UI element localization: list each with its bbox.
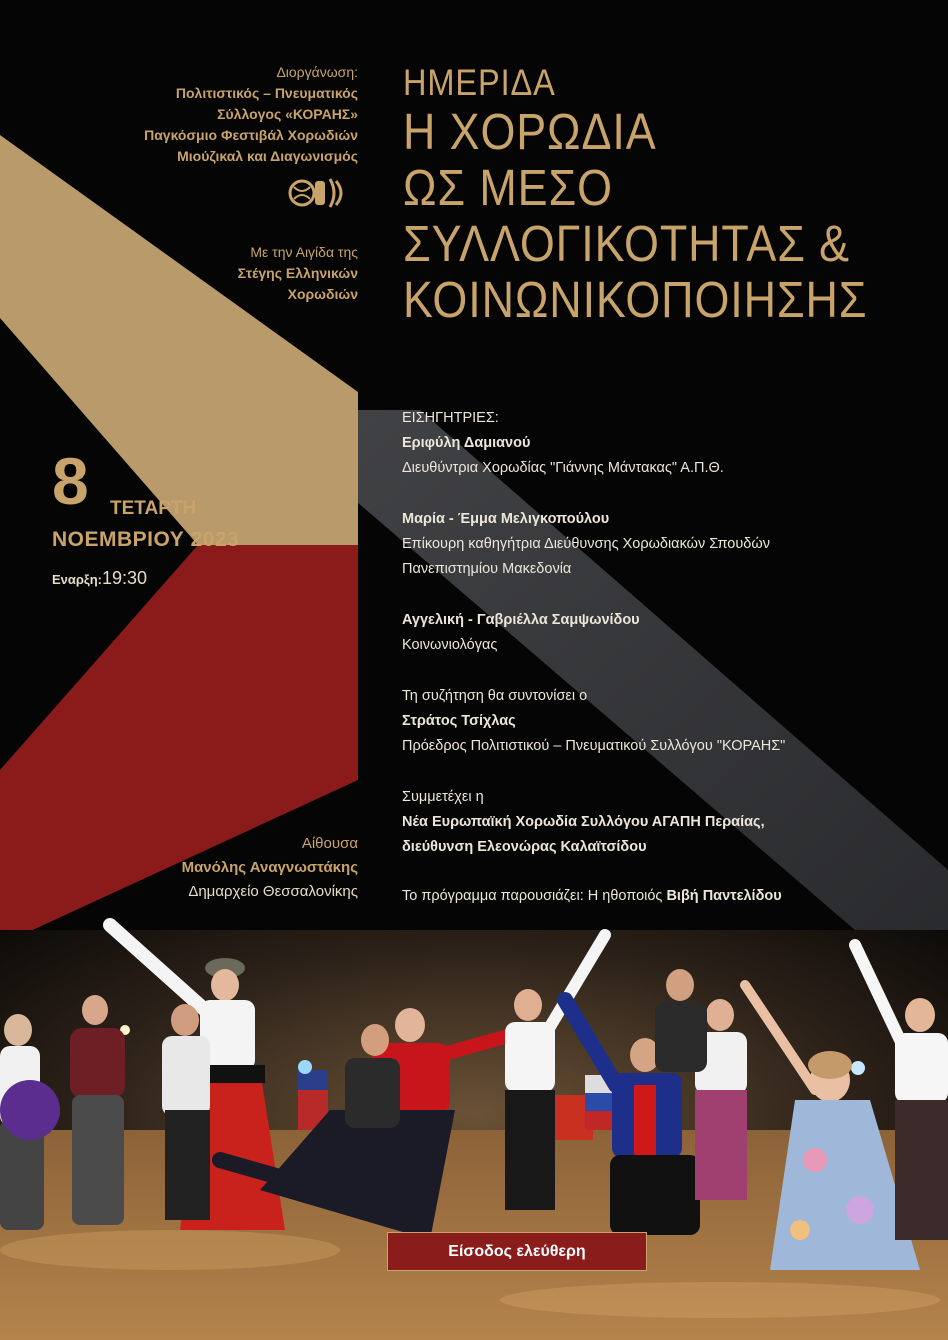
- speaker-role: Διευθύντρια Χορωδίας "Γιάννης Μάντακας" Α.Π.Θ.: [402, 460, 724, 476]
- event-day: 8: [52, 444, 89, 518]
- speaker-name: Μαρία - Έμμα Μελιγκοπούλου: [402, 511, 610, 527]
- venue-block: [38, 832, 358, 904]
- start-time: 19:30: [102, 568, 148, 588]
- participant-choir: Νέα Ευρωπαϊκή Χορωδία Συλλόγου ΑΓΑΠΗ Περαίας,: [402, 814, 765, 830]
- presenter-name: Βιβή Παντελίδου: [666, 888, 782, 904]
- free-entry-badge: Είσοδος ελεύθερη: [387, 1232, 647, 1271]
- aegis-line: Με την Αιγίδα της: [250, 244, 358, 260]
- speaker-role: Κοινωνιολόγας: [402, 637, 498, 653]
- aegis-line: Χορωδιών: [287, 286, 358, 302]
- presenter-line: [402, 884, 922, 909]
- title-line: ΣΥΛΛΟΓΙΚΟΤΗΤΑΣ &: [403, 215, 850, 272]
- event-weekday: ΤΕΤΑΡΤΗ: [110, 498, 197, 519]
- start-label: Εναρξη:: [52, 572, 102, 587]
- venue-line: Αίθουσα: [301, 835, 358, 852]
- organizer-line: Παγκόσμιο Φεστιβάλ Χορωδιών: [144, 127, 358, 143]
- participant-director: διεύθυνση Ελεονώρας Καλαϊτσίδου: [402, 839, 647, 855]
- organizer-block: [28, 62, 358, 167]
- aegis-block: [58, 242, 358, 305]
- title-line: ΩΣ ΜΕΣΟ: [403, 159, 613, 216]
- moderator-role: Πρόεδρος Πολιτιστικού – Πνευματικού Συλλόγου "ΚΟΡΑΗΣ": [402, 738, 786, 754]
- participant-intro: Συμμετέχει η: [402, 789, 484, 805]
- choir-festival-logo-icon: [288, 173, 350, 213]
- speaker-role: Πανεπιστημίου Μακεδονία: [402, 561, 572, 577]
- speakers-heading: ΕΙΣΗΓΗΤΡΙΕΣ:: [402, 410, 499, 426]
- presenter-intro: Το πρόγραμμα παρουσιάζει: Η ηθοποιός: [402, 888, 663, 904]
- organizer-line: Πολιτιστικός – Πνευματικός: [175, 85, 358, 101]
- speaker-name: Αγγελική - Γαβριέλλα Σαμψωνίδου: [402, 612, 640, 628]
- moderator-intro: Τη συζήτηση θα συντονίσει ο: [402, 688, 588, 704]
- venue-line: Μανόλης Αναγνωστάκης: [181, 859, 358, 876]
- event-start: [52, 568, 147, 589]
- organizer-label: Διοργάνωση:: [276, 64, 358, 80]
- title-line: ΚΟΙΝΩΝΙΚΟΠΟΙΗΣΗΣ: [403, 271, 868, 328]
- aegis-line: Στέγης Ελληνικών: [237, 265, 358, 281]
- performance-photo: [0, 925, 948, 1340]
- event-title: [403, 62, 867, 328]
- speaker-role: Επίκουρη καθηγήτρια Διεύθυνσης Χορωδιακών Σπουδών: [402, 536, 770, 552]
- venue-line: Δημαρχείο Θεσσαλονίκης: [188, 883, 358, 900]
- event-month-year: ΝΟΕΜΒΡΙΟΥ 2023: [52, 528, 240, 551]
- organizer-line: Σύλλογος «ΚΟΡΑΗΣ»: [217, 106, 358, 122]
- speakers-block: [402, 406, 922, 909]
- title-line: ΗΜΕΡΙΔΑ: [403, 62, 556, 103]
- moderator-name: Στράτος Τσίχλας: [402, 713, 516, 729]
- title-line: Η ΧΟΡΩΔΙΑ: [403, 103, 657, 160]
- organizer-line: Μιούζικαλ και Διαγωνισμός: [177, 148, 358, 164]
- speaker-name: Εριφύλη Δαμιανού: [402, 435, 531, 451]
